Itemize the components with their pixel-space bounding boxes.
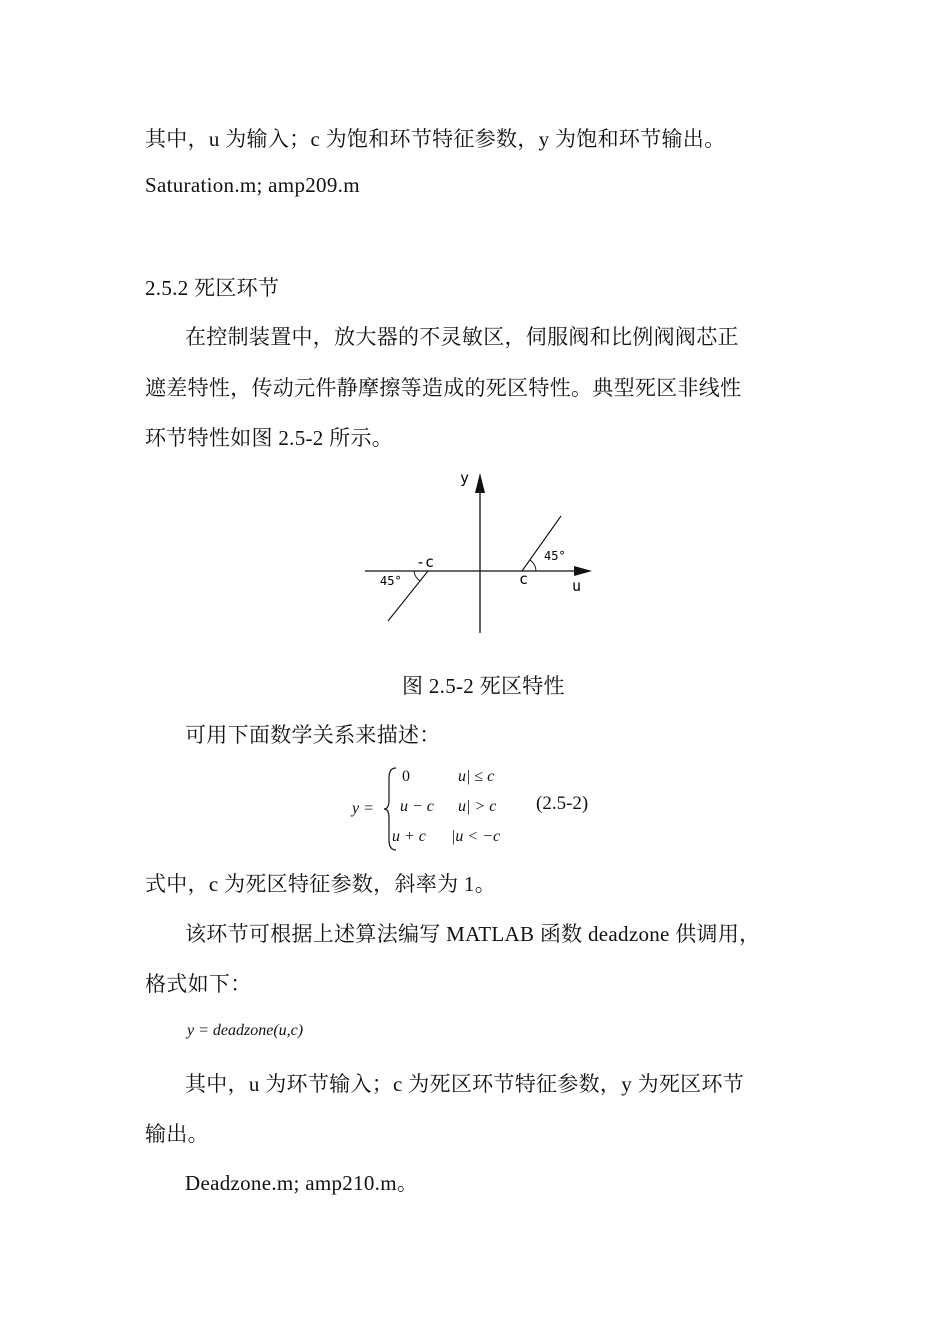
case1-value: 0: [402, 768, 410, 785]
text-line-12: 输出。: [145, 1122, 209, 1146]
figure-caption: 图 2.5-2 死区特性: [402, 674, 565, 698]
neg-c-label: -c: [416, 553, 435, 571]
section-heading: 2.5.2 死区环节: [145, 276, 280, 300]
text-line-10: 格式如下：: [145, 972, 252, 996]
case3-condition: |u < −c: [451, 828, 501, 845]
case2-condition: u| > c: [458, 798, 497, 815]
text-line-13: Deadzone.m; amp210.m。: [185, 1171, 419, 1195]
left-angle-arc: [414, 571, 420, 581]
case1-condition: u| ≤ c: [458, 768, 495, 785]
text-line-9: 该环节可根据上述算法编写 MATLAB 函数 deadzone 供调用，: [185, 922, 761, 946]
right-angle-label: 45°: [544, 549, 566, 563]
piecewise-equation: [350, 760, 610, 860]
text-line-5: 遮差特性，传动元件静摩擦等造成的死区特性。典型死区非线性: [145, 376, 742, 400]
left-angle-label: 45°: [380, 574, 402, 588]
text-line-2: Saturation.m; amp209.m: [145, 173, 360, 197]
text-line-6: 环节特性如图 2.5-2 所示。: [145, 426, 394, 450]
case3-value: u + c: [392, 828, 426, 845]
text-line-8: 式中，c 为死区特征参数，斜率为 1。: [145, 872, 497, 896]
deadzone-figure: [360, 463, 600, 643]
text-line-1: 其中，u 为输入；c 为饱和环节特征参数，y 为饱和环节输出。: [145, 127, 726, 151]
u-axis-label: u: [572, 577, 582, 595]
text-line-4: 在控制装置中，放大器的不灵敏区，伺服阀和比例阀阀芯正: [185, 325, 739, 349]
pos-c-label: c: [519, 570, 529, 588]
equation-number: (2.5-2): [536, 793, 589, 814]
y-axis-arrow: [475, 473, 485, 493]
text-line-7: 可用下面数学关系来描述：: [185, 723, 441, 747]
function-call: y = deadzone(u,c): [187, 1022, 304, 1039]
case2-value: u − c: [400, 798, 434, 815]
text-line-11: 其中，u 为环节输入；c 为死区环节特征参数，y 为死区环节: [185, 1072, 745, 1096]
equation-lhs: y =: [352, 800, 374, 817]
y-axis-label: y: [460, 469, 470, 487]
right-angle-arc: [530, 560, 536, 571]
u-axis-arrow: [574, 566, 592, 576]
